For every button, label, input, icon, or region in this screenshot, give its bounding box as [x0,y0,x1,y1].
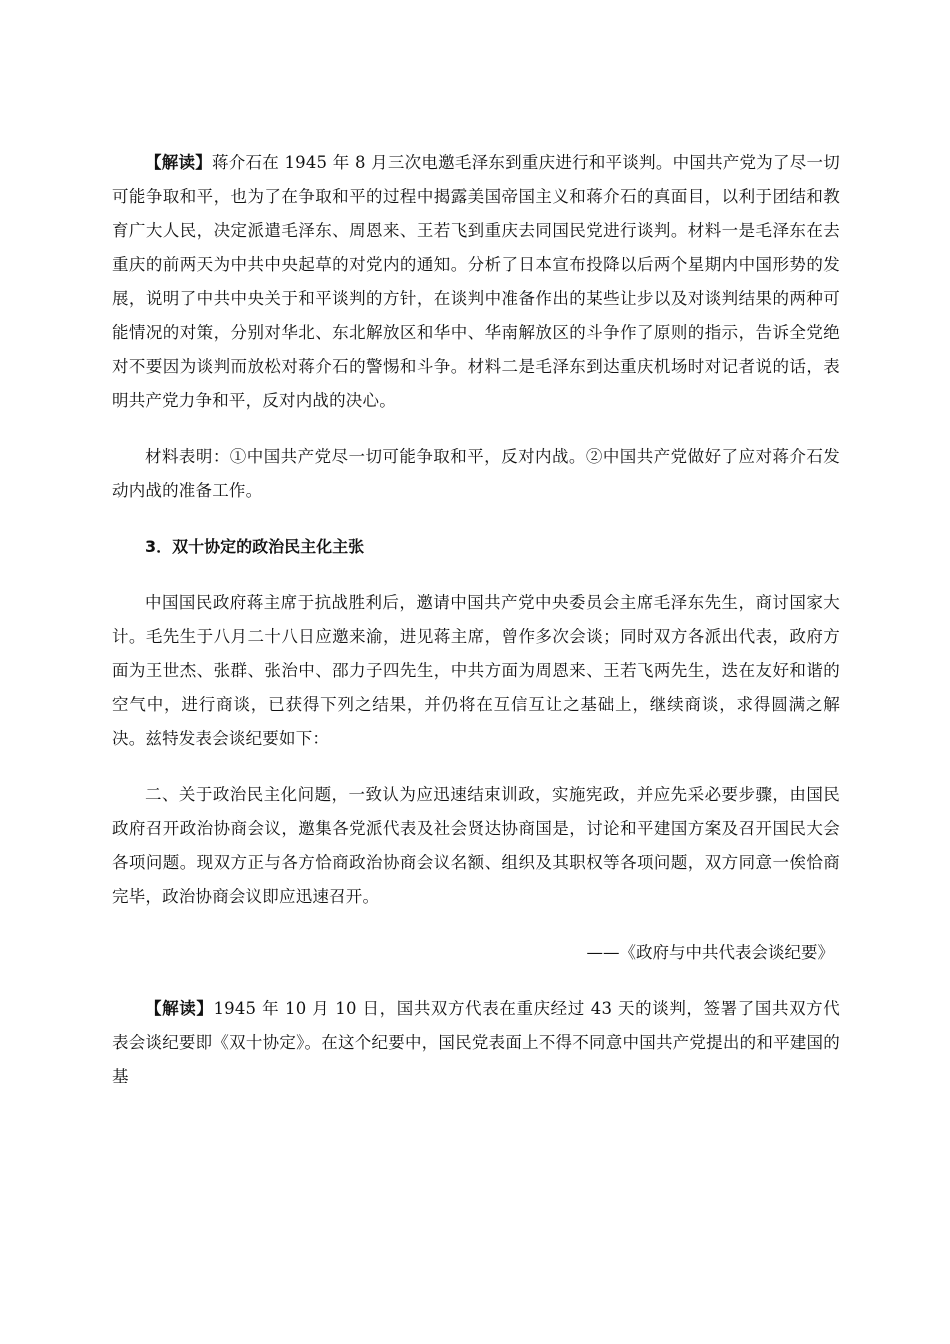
quote-source: ——《政府与中共代表会谈纪要》 [586,943,834,962]
material-conclusion-paragraph: 材料表明：①中国共产党尽一切可能争取和平，反对内战。②中国共产党做好了应对蒋介石发动内战的准备工作。 [112,447,840,500]
interpretation-text: 蒋介石在 1945 年 8 月三次电邀毛泽东到重庆进行和平谈判。中国共产党为了尽一切可能争取和平，也为了在争取和平的过程中揭露美国帝国主义和蒋介石的真面目，以利于团结和教育广大人民，决定派遣毛泽东、周恩来、王若飞到重庆去同国民党进行谈判。材料一是毛泽东在去重庆的前两天为中共中央起草的对党内的通知。分析了日本宣布投降以后两个星期内中国形势的发展，说明了中共中央关于和平谈判的方针，在谈判中准备作出的某些让步以及对谈判结果的两种可能情况的对策，分别对华北、东北解放区和华中、华南解放区的斗争作了原则的指示，告诉全党绝对不要因为谈判而放松对蒋介石的警惕和斗争。材料二是毛泽东到达重庆机场时对记者说的话，表明共产党力争和平，反对内战的决心。 [112,153,840,410]
interpretation-paragraph-2 [112,992,840,1094]
section-heading: 3．双十协定的政治民主化主张 [145,537,365,556]
document-page [112,146,840,1094]
interpretation-tag: 【解读】 [145,153,212,172]
quote-paragraph-2: 二、关于政治民主化问题，一致认为应迅速结束训政，实施宪政，并应先采必要步骤，由国民政府召开政治协商会议，邀集各党派代表及社会贤达协商国是，讨论和平建国方案及召开国民大会各项问题。现双方正与各方恰商政治协商会议名额、组织及其职权等各项问题，双方同意一俟恰商完毕，政治协商会议即应迅速召开。 [112,785,840,906]
interpretation-tag: 【解读】 [145,999,214,1018]
interpretation-text: 1945 年 10 月 10 日，国共双方代表在重庆经过 43 天的谈判，签署了国共双方代表会谈纪要即《双十协定》。在这个纪要中，国民党表面上不得不同意中国共产党提出的和平建国的基 [112,999,840,1086]
quote-paragraph-1: 中国国民政府蒋主席于抗战胜利后，邀请中国共产党中央委员会主席毛泽东先生，商讨国家大计。毛先生于八月二十八日应邀来渝，进见蒋主席，曾作多次会谈；同时双方各派出代表，政府方面为王世杰、张群、张治中、邵力子四先生，中共方面为周恩来、王若飞两先生，迭在友好和谐的空气中，进行商谈，已获得下列之结果，并仍将在互信互让之基础上，继续商谈，求得圆满之解决。兹特发表会谈纪要如下： [112,593,840,748]
interpretation-paragraph-1 [112,146,840,418]
